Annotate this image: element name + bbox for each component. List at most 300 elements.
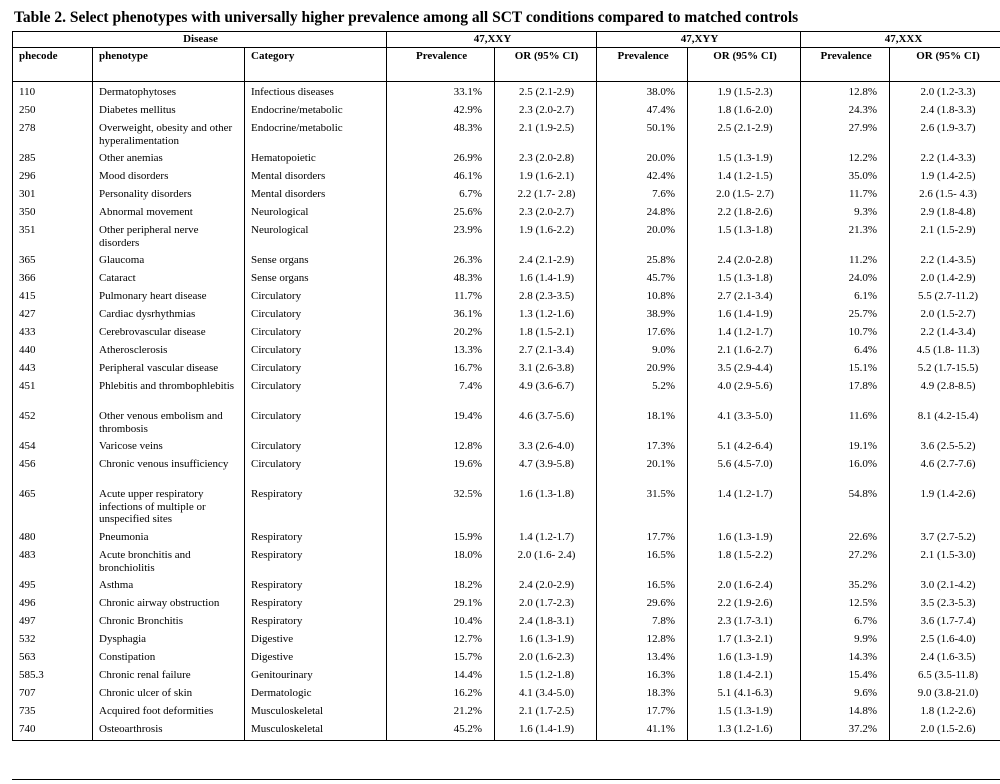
xyy-or-cell: 1.8 (1.6-2.0) [688,103,801,121]
xxx-prevalence-cell: 22.6% [801,530,890,548]
xxy-prevalence-cell: 23.9% [387,223,495,253]
table-row [13,457,1000,487]
xxy-or-cell: 1.6 (1.3-1.9) [495,632,597,650]
xxx-prevalence-cell: 11.6% [801,409,890,439]
phenotype-cell: Overweight, obesity and other hyperalimentation [93,121,245,151]
xxy-prevalence-cell: 18.0% [387,548,495,578]
table-row [13,187,1000,205]
phenotype-cell: Cerebrovascular disease [93,325,245,343]
xxy-prevalence-cell: 14.4% [387,668,495,686]
phecode-cell: 563 [13,650,93,668]
table-row [13,487,1000,530]
xyy-prevalence-cell: 16.5% [597,548,688,578]
category-cell: Mental disorders [245,187,387,205]
xxx-prevalence-cell: 14.3% [801,650,890,668]
phenotype-cell: Pneumonia [93,530,245,548]
category-cell: Respiratory [245,530,387,548]
xxx-or-cell: 3.6 (1.7-7.4) [890,614,1000,632]
xxx-or-cell: 9.0 (3.8-21.0) [890,686,1000,704]
xyy-prevalence-cell: 17.3% [597,439,688,457]
xxx-or-cell: 8.1 (4.2-15.4) [890,409,1000,439]
xyy-or-cell: 1.8 (1.5-2.2) [688,548,801,578]
column-header: phecode [13,48,93,82]
xxy-or-cell: 2.4 (2.1-2.9) [495,253,597,271]
xyy-prevalence-cell: 16.5% [597,578,688,596]
xxy-or-cell: 1.9 (1.6-2.2) [495,223,597,253]
xxx-prevalence-cell: 27.2% [801,548,890,578]
xyy-prevalence-cell: 5.2% [597,379,688,409]
xxx-prevalence-cell: 16.0% [801,457,890,487]
xxy-or-cell: 2.0 (1.6- 2.4) [495,548,597,578]
xyy-prevalence-cell: 38.0% [597,85,688,103]
xxx-prevalence-cell: 9.3% [801,205,890,223]
xxx-prevalence-cell: 27.9% [801,121,890,151]
phecode-cell: 496 [13,596,93,614]
table-row [13,548,1000,578]
xxy-prevalence-cell: 6.7% [387,187,495,205]
phenotype-cell: Chronic airway obstruction [93,596,245,614]
table-row [13,289,1000,307]
xyy-prevalence-cell: 24.8% [597,205,688,223]
table-row [13,205,1000,223]
xxy-prevalence-cell: 18.2% [387,578,495,596]
xxx-prevalence-cell: 17.8% [801,379,890,409]
category-cell: Circulatory [245,439,387,457]
column-header: OR (95% CI) [890,48,1000,82]
xxy-prevalence-cell: 46.1% [387,169,495,187]
phenotype-cell: Varicose veins [93,439,245,457]
xxy-prevalence-cell: 15.9% [387,530,495,548]
xxx-or-cell: 3.6 (2.5-5.2) [890,439,1000,457]
table-row [13,103,1000,121]
table-row [13,439,1000,457]
table-row [13,632,1000,650]
table-row [13,253,1000,271]
xxx-or-cell: 3.5 (2.3-5.3) [890,596,1000,614]
xxx-prevalence-cell: 11.7% [801,187,890,205]
table-row [13,578,1000,596]
group-header-disease: Disease [13,32,387,48]
phenotype-cell: Constipation [93,650,245,668]
category-cell: Respiratory [245,578,387,596]
xxx-prevalence-cell: 6.7% [801,614,890,632]
xxx-or-cell: 2.0 (1.4-2.9) [890,271,1000,289]
xxy-prevalence-cell: 33.1% [387,85,495,103]
xyy-or-cell: 2.3 (1.7-3.1) [688,614,801,632]
xxy-or-cell: 3.1 (2.6-3.8) [495,361,597,379]
category-cell: Sense organs [245,253,387,271]
xxx-prevalence-cell: 12.2% [801,151,890,169]
xxy-or-cell: 1.6 (1.4-1.9) [495,271,597,289]
xxx-prevalence-cell: 54.8% [801,487,890,530]
xyy-or-cell: 2.0 (1.5- 2.7) [688,187,801,205]
category-cell: Circulatory [245,343,387,361]
phecode-cell: 454 [13,439,93,457]
xxy-or-cell: 2.4 (1.8-3.1) [495,614,597,632]
table-row [13,409,1000,439]
xxx-or-cell: 4.9 (2.8-8.5) [890,379,1000,409]
xxx-or-cell: 2.1 (1.5-3.0) [890,548,1000,578]
phecode-cell: 440 [13,343,93,361]
column-header: Prevalence [801,48,890,82]
xxx-or-cell: 2.0 (1.2-3.3) [890,85,1000,103]
xxy-prevalence-cell: 16.2% [387,686,495,704]
phenotype-cell: Chronic ulcer of skin [93,686,245,704]
xxx-or-cell: 2.0 (1.5-2.7) [890,307,1000,325]
xxy-prevalence-cell: 20.2% [387,325,495,343]
xxx-or-cell: 6.5 (3.5-11.8) [890,668,1000,686]
xxy-or-cell: 1.4 (1.2-1.7) [495,530,597,548]
xxy-or-cell: 2.1 (1.9-2.5) [495,121,597,151]
xxy-prevalence-cell: 12.7% [387,632,495,650]
xyy-or-cell: 3.5 (2.9-4.4) [688,361,801,379]
table-row [13,668,1000,686]
xxy-prevalence-cell: 21.2% [387,704,495,722]
xxy-or-cell: 2.4 (2.0-2.9) [495,578,597,596]
xxy-or-cell: 1.9 (1.6-2.1) [495,169,597,187]
xyy-prevalence-cell: 12.8% [597,632,688,650]
column-header: OR (95% CI) [495,48,597,82]
phenotype-table [12,31,1000,741]
xyy-prevalence-cell: 17.7% [597,530,688,548]
phecode-cell: 415 [13,289,93,307]
table-row [13,530,1000,548]
xxx-prevalence-cell: 35.2% [801,578,890,596]
xxy-or-cell: 2.3 (2.0-2.8) [495,151,597,169]
phenotype-cell: Chronic renal failure [93,668,245,686]
xxx-prevalence-cell: 10.7% [801,325,890,343]
phenotype-cell: Phlebitis and thrombophlebitis [93,379,245,409]
phenotype-cell: Glaucoma [93,253,245,271]
xyy-or-cell: 2.5 (2.1-2.9) [688,121,801,151]
xxy-prevalence-cell: 7.4% [387,379,495,409]
phenotype-cell: Other peripheral nerve disorders [93,223,245,253]
xxx-prevalence-cell: 9.9% [801,632,890,650]
xxy-prevalence-cell: 25.6% [387,205,495,223]
phecode-cell: 480 [13,530,93,548]
category-cell: Digestive [245,632,387,650]
xyy-or-cell: 5.6 (4.5-7.0) [688,457,801,487]
phenotype-cell: Osteoarthrosis [93,722,245,741]
xxx-or-cell: 5.2 (1.7-15.5) [890,361,1000,379]
phenotype-cell: Acquired foot deformities [93,704,245,722]
xxy-or-cell: 2.7 (2.1-3.4) [495,343,597,361]
phecode-cell: 532 [13,632,93,650]
phecode-cell: 735 [13,704,93,722]
xxx-or-cell: 2.1 (1.5-2.9) [890,223,1000,253]
category-cell: Circulatory [245,325,387,343]
group-header-xyy: 47,XYY [597,32,801,48]
phenotype-cell: Diabetes mellitus [93,103,245,121]
table-row [13,85,1000,103]
xxx-or-cell: 1.9 (1.4-2.5) [890,169,1000,187]
xxy-prevalence-cell: 26.9% [387,151,495,169]
xyy-or-cell: 1.7 (1.3-2.1) [688,632,801,650]
xxy-prevalence-cell: 48.3% [387,271,495,289]
xyy-prevalence-cell: 20.0% [597,151,688,169]
phenotype-cell: Acute bronchitis and bronchiolitis [93,548,245,578]
xxy-or-cell: 2.1 (1.7-2.5) [495,704,597,722]
xyy-or-cell: 1.5 (1.3-1.9) [688,704,801,722]
xyy-prevalence-cell: 18.3% [597,686,688,704]
xyy-or-cell: 1.8 (1.4-2.1) [688,668,801,686]
xyy-prevalence-cell: 45.7% [597,271,688,289]
category-cell: Musculoskeletal [245,704,387,722]
xxy-prevalence-cell: 26.3% [387,253,495,271]
xyy-or-cell: 2.2 (1.9-2.6) [688,596,801,614]
xxx-or-cell: 3.7 (2.7-5.2) [890,530,1000,548]
xyy-prevalence-cell: 38.9% [597,307,688,325]
xyy-prevalence-cell: 29.6% [597,596,688,614]
table-row [13,722,1000,741]
xyy-prevalence-cell: 13.4% [597,650,688,668]
xxy-prevalence-cell: 36.1% [387,307,495,325]
table-row [13,169,1000,187]
phenotype-cell: Cataract [93,271,245,289]
category-cell: Neurological [245,205,387,223]
table-row [13,614,1000,632]
table-row [13,325,1000,343]
xxx-or-cell: 2.2 (1.4-3.5) [890,253,1000,271]
phecode-cell: 296 [13,169,93,187]
xxx-or-cell: 2.4 (1.6-3.5) [890,650,1000,668]
xxx-or-cell: 4.6 (2.7-7.6) [890,457,1000,487]
xxx-prevalence-cell: 14.8% [801,704,890,722]
category-cell: Neurological [245,223,387,253]
column-header: Category [245,48,387,82]
phenotype-cell: Chronic venous insufficiency [93,457,245,487]
xxy-or-cell: 1.6 (1.3-1.8) [495,487,597,530]
phecode-cell: 366 [13,271,93,289]
xxy-or-cell: 2.8 (2.3-3.5) [495,289,597,307]
category-cell: Genitourinary [245,668,387,686]
table-row [13,151,1000,169]
xxx-prevalence-cell: 9.6% [801,686,890,704]
xyy-prevalence-cell: 41.1% [597,722,688,741]
xyy-prevalence-cell: 9.0% [597,343,688,361]
phenotype-cell: Mood disorders [93,169,245,187]
xxy-prevalence-cell: 45.2% [387,722,495,741]
phecode-cell: 452 [13,409,93,439]
category-cell: Hematopoietic [245,151,387,169]
phecode-cell: 495 [13,578,93,596]
category-cell: Circulatory [245,457,387,487]
phecode-cell: 497 [13,614,93,632]
xyy-prevalence-cell: 20.1% [597,457,688,487]
xxx-or-cell: 2.2 (1.4-3.3) [890,151,1000,169]
xyy-prevalence-cell: 17.6% [597,325,688,343]
category-cell: Circulatory [245,289,387,307]
xxx-or-cell: 2.5 (1.6-4.0) [890,632,1000,650]
xyy-prevalence-cell: 25.8% [597,253,688,271]
xxx-or-cell: 3.0 (2.1-4.2) [890,578,1000,596]
xyy-prevalence-cell: 17.7% [597,704,688,722]
xxy-prevalence-cell: 42.9% [387,103,495,121]
category-cell: Respiratory [245,548,387,578]
phecode-cell: 365 [13,253,93,271]
xyy-prevalence-cell: 47.4% [597,103,688,121]
xyy-prevalence-cell: 10.8% [597,289,688,307]
xxy-or-cell: 2.3 (2.0-2.7) [495,205,597,223]
xyy-or-cell: 2.0 (1.6-2.4) [688,578,801,596]
xxy-or-cell: 2.0 (1.6-2.3) [495,650,597,668]
category-cell: Endocrine/metabolic [245,103,387,121]
xxx-prevalence-cell: 12.5% [801,596,890,614]
table-row [13,307,1000,325]
xxy-or-cell: 1.8 (1.5-2.1) [495,325,597,343]
xxy-or-cell: 4.7 (3.9-5.8) [495,457,597,487]
category-cell: Circulatory [245,409,387,439]
category-cell: Dermatologic [245,686,387,704]
phecode-cell: 707 [13,686,93,704]
xyy-or-cell: 1.6 (1.3-1.9) [688,530,801,548]
xyy-or-cell: 4.0 (2.9-5.6) [688,379,801,409]
xyy-or-cell: 5.1 (4.1-6.3) [688,686,801,704]
group-header-row [13,32,1000,48]
xyy-prevalence-cell: 20.0% [597,223,688,253]
category-cell: Mental disorders [245,169,387,187]
xyy-or-cell: 1.6 (1.3-1.9) [688,650,801,668]
xyy-or-cell: 1.9 (1.5-2.3) [688,85,801,103]
table-title: Table 2. Select phenotypes with universally higher prevalence among all SCT conditions compared to matched controls [14,9,799,26]
xxy-or-cell: 2.2 (1.7- 2.8) [495,187,597,205]
xxy-or-cell: 1.5 (1.2-1.8) [495,668,597,686]
xyy-or-cell: 1.4 (1.2-1.5) [688,169,801,187]
phecode-cell: 301 [13,187,93,205]
table-row [13,271,1000,289]
table-row [13,686,1000,704]
xxx-or-cell: 5.5 (2.7-11.2) [890,289,1000,307]
phenotype-cell: Asthma [93,578,245,596]
phenotype-cell: Dermatophytoses [93,85,245,103]
xyy-or-cell: 1.5 (1.3-1.8) [688,271,801,289]
xxy-or-cell: 1.6 (1.4-1.9) [495,722,597,741]
xxx-prevalence-cell: 6.4% [801,343,890,361]
column-header: phenotype [93,48,245,82]
xxx-or-cell: 2.2 (1.4-3.4) [890,325,1000,343]
xxy-prevalence-cell: 11.7% [387,289,495,307]
phenotype-cell: Acute upper respiratory infections of multiple or unspecified sites [93,487,245,530]
category-cell: Sense organs [245,271,387,289]
xxy-or-cell: 4.1 (3.4-5.0) [495,686,597,704]
category-cell: Infectious diseases [245,85,387,103]
phecode-cell: 443 [13,361,93,379]
xxy-or-cell: 4.6 (3.7-5.6) [495,409,597,439]
xyy-prevalence-cell: 50.1% [597,121,688,151]
xyy-prevalence-cell: 20.9% [597,361,688,379]
xxy-prevalence-cell: 16.7% [387,361,495,379]
xxx-or-cell: 2.4 (1.8-3.3) [890,103,1000,121]
phecode-cell: 278 [13,121,93,151]
phecode-cell: 585.3 [13,668,93,686]
xxx-prevalence-cell: 35.0% [801,169,890,187]
phecode-cell: 285 [13,151,93,169]
xxy-prevalence-cell: 19.4% [387,409,495,439]
xxx-prevalence-cell: 19.1% [801,439,890,457]
xxx-prevalence-cell: 37.2% [801,722,890,741]
xyy-or-cell: 2.7 (2.1-3.4) [688,289,801,307]
phenotype-cell: Personality disorders [93,187,245,205]
xxy-or-cell: 2.3 (2.0-2.7) [495,103,597,121]
xxy-prevalence-cell: 13.3% [387,343,495,361]
xyy-prevalence-cell: 7.6% [597,187,688,205]
xxy-prevalence-cell: 29.1% [387,596,495,614]
xxx-or-cell: 2.6 (1.5- 4.3) [890,187,1000,205]
category-cell: Respiratory [245,614,387,632]
table-row [13,223,1000,253]
xxx-prevalence-cell: 21.3% [801,223,890,253]
xxx-prevalence-cell: 12.8% [801,85,890,103]
category-cell: Circulatory [245,361,387,379]
xxy-or-cell: 1.3 (1.2-1.6) [495,307,597,325]
xxx-or-cell: 1.9 (1.4-2.6) [890,487,1000,530]
xyy-or-cell: 1.4 (1.2-1.7) [688,487,801,530]
xxx-or-cell: 1.8 (1.2-2.6) [890,704,1000,722]
xyy-or-cell: 1.5 (1.3-1.9) [688,151,801,169]
xxx-prevalence-cell: 24.3% [801,103,890,121]
xxx-prevalence-cell: 24.0% [801,271,890,289]
xyy-prevalence-cell: 31.5% [597,487,688,530]
phenotype-cell: Pulmonary heart disease [93,289,245,307]
category-cell: Endocrine/metabolic [245,121,387,151]
category-cell: Circulatory [245,379,387,409]
category-cell: Digestive [245,650,387,668]
xxy-or-cell: 3.3 (2.6-4.0) [495,439,597,457]
xxx-prevalence-cell: 11.2% [801,253,890,271]
table-bottom-rule [12,779,1000,780]
xyy-or-cell: 2.2 (1.8-2.6) [688,205,801,223]
phecode-cell: 483 [13,548,93,578]
xyy-or-cell: 4.1 (3.3-5.0) [688,409,801,439]
table-row [13,361,1000,379]
xxy-prevalence-cell: 32.5% [387,487,495,530]
xxx-prevalence-cell: 6.1% [801,289,890,307]
table-row [13,704,1000,722]
phenotype-cell: Other anemias [93,151,245,169]
xxy-prevalence-cell: 48.3% [387,121,495,151]
column-header: Prevalence [387,48,495,82]
xxy-prevalence-cell: 19.6% [387,457,495,487]
table-row [13,121,1000,151]
column-header: Prevalence [597,48,688,82]
group-header-xxx: 47,XXX [801,32,1000,48]
phecode-cell: 465 [13,487,93,530]
xyy-prevalence-cell: 7.8% [597,614,688,632]
xxx-or-cell: 4.5 (1.8- 11.3) [890,343,1000,361]
xxy-or-cell: 2.0 (1.7-2.3) [495,596,597,614]
xxy-or-cell: 4.9 (3.6-6.7) [495,379,597,409]
xyy-or-cell: 1.3 (1.2-1.6) [688,722,801,741]
xxx-prevalence-cell: 25.7% [801,307,890,325]
phecode-cell: 427 [13,307,93,325]
phenotype-cell: Cardiac dysrhythmias [93,307,245,325]
xxx-or-cell: 2.9 (1.8-4.8) [890,205,1000,223]
column-header-row [13,48,1000,82]
category-cell: Respiratory [245,487,387,530]
xyy-prevalence-cell: 18.1% [597,409,688,439]
phenotype-cell: Other venous embolism and thrombosis [93,409,245,439]
phecode-cell: 451 [13,379,93,409]
phecode-cell: 351 [13,223,93,253]
xyy-or-cell: 5.1 (4.2-6.4) [688,439,801,457]
xyy-or-cell: 2.1 (1.6-2.7) [688,343,801,361]
phenotype-cell: Atherosclerosis [93,343,245,361]
xyy-or-cell: 1.6 (1.4-1.9) [688,307,801,325]
phecode-cell: 433 [13,325,93,343]
xyy-prevalence-cell: 42.4% [597,169,688,187]
phecode-cell: 456 [13,457,93,487]
phecode-cell: 740 [13,722,93,741]
